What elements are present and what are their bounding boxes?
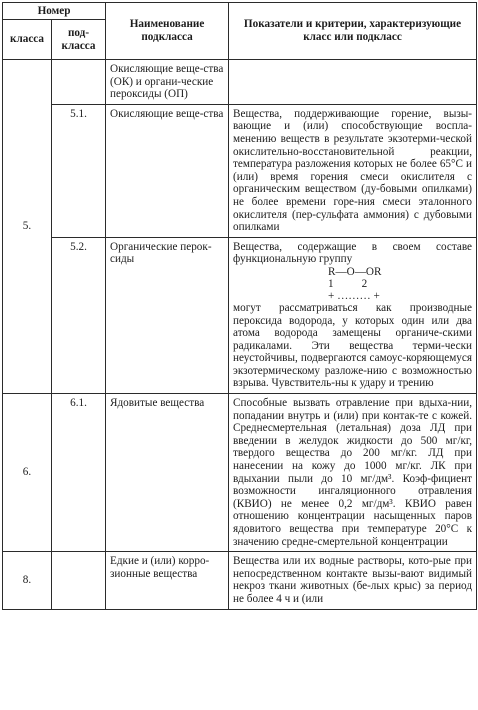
table-row — [3, 394, 477, 552]
criteria-text: Способные вызвать отравление при вдыха-нии, попадании внутрь и (или) при контак-те с кожей. Среднесмертельная (летальная) доза ЛД при введении в желудок жидкости до 500 мг/кг, твердого вещества до 200 мг/кг. ЛД при нанесении на кожу до 1000 мг/кг. ЛК при вдыхании пыли до 10 мг/дм³. Коэф-фициент возможности ингаляционного отравления (КВИО) не менее 0,2 мг/дм³. КВИО равен отношению концентрации насыщенных паров ядовитого вещества при температуре 20°С к значению средне-смертельной концентрации — [229, 394, 477, 552]
class-name: Окисляющие веще-ства (ОК) и органи-ческие пероксиды (ОП) — [106, 60, 229, 105]
header-name: Наименование подкласса — [106, 3, 229, 60]
chemical-formula — [233, 266, 472, 302]
classification-table — [2, 2, 477, 610]
subclass-number — [52, 60, 106, 105]
class-number: 8. — [3, 552, 52, 609]
table-row — [3, 237, 477, 393]
header-nomer: Номер — [3, 3, 106, 20]
subclass-number: 5.1. — [52, 104, 106, 237]
criteria-text: Вещества, поддерживающие горение, вызы-вающие и (или) способствующие воспла-менению веществ в результате экзотерми-ческой окислительно-восстановительной реакции, температура разложения которых не более 65°С и (или) время горения смеси окислителя с органическим веществом (ду-бовыми опилками) не более времени горе-ния смеси эталонного окислителя (пер-сульфата аммония) с дубовыми опилками — [229, 104, 477, 237]
header-klassa: класса — [3, 20, 52, 60]
criteria-text-bottom: могут рассматриваться как производные пероксида водорода, у которых один или два атома водорода замещены органиче-скими радикалами. Эти вещества терми-чески неустойчивы, подвергаются самоус-коряющемуся экзотермическому разложе-нию с возможностью взрыва. Чувствитель-ны к удару и трению — [233, 301, 473, 390]
subclass-name: Окисляющие веще-ства — [106, 104, 229, 237]
formula-line: + ……… + — [328, 289, 380, 302]
header-row-1 — [3, 3, 477, 20]
subclass-name: Едкие и (или) корро-зионные вещества — [106, 552, 229, 609]
subclass-name: Органические перок-сиды — [106, 237, 229, 393]
header-criteria: Показатели и критерии, характеризующие класс или подкласс — [229, 3, 477, 60]
criteria-text-top: Вещества, содержащие в своем составе функциональную группу — [233, 240, 473, 266]
table-row — [3, 104, 477, 237]
criteria-text: Вещества или их водные растворы, кото-рые при непосредственном контакте вызы-вают видимый некроз ткани животных (бе-лых крыс) за период не более 4 ч и (или — [229, 552, 477, 609]
formula-line: 1 2 — [328, 277, 368, 290]
subclass-name: Ядовитые вещества — [106, 394, 229, 552]
header-podklassa: под- класса — [52, 20, 106, 60]
subclass-number: 5.2. — [52, 237, 106, 393]
class-number: 6. — [3, 394, 52, 552]
subclass-number: 6.1. — [52, 394, 106, 552]
formula-line: R—O—OR — [328, 265, 382, 278]
table-row — [3, 60, 477, 105]
subclass-number — [52, 552, 106, 609]
criteria-cell — [229, 237, 477, 393]
table-row — [3, 552, 477, 609]
criteria-cell — [229, 60, 477, 105]
class-number: 5. — [3, 60, 52, 394]
